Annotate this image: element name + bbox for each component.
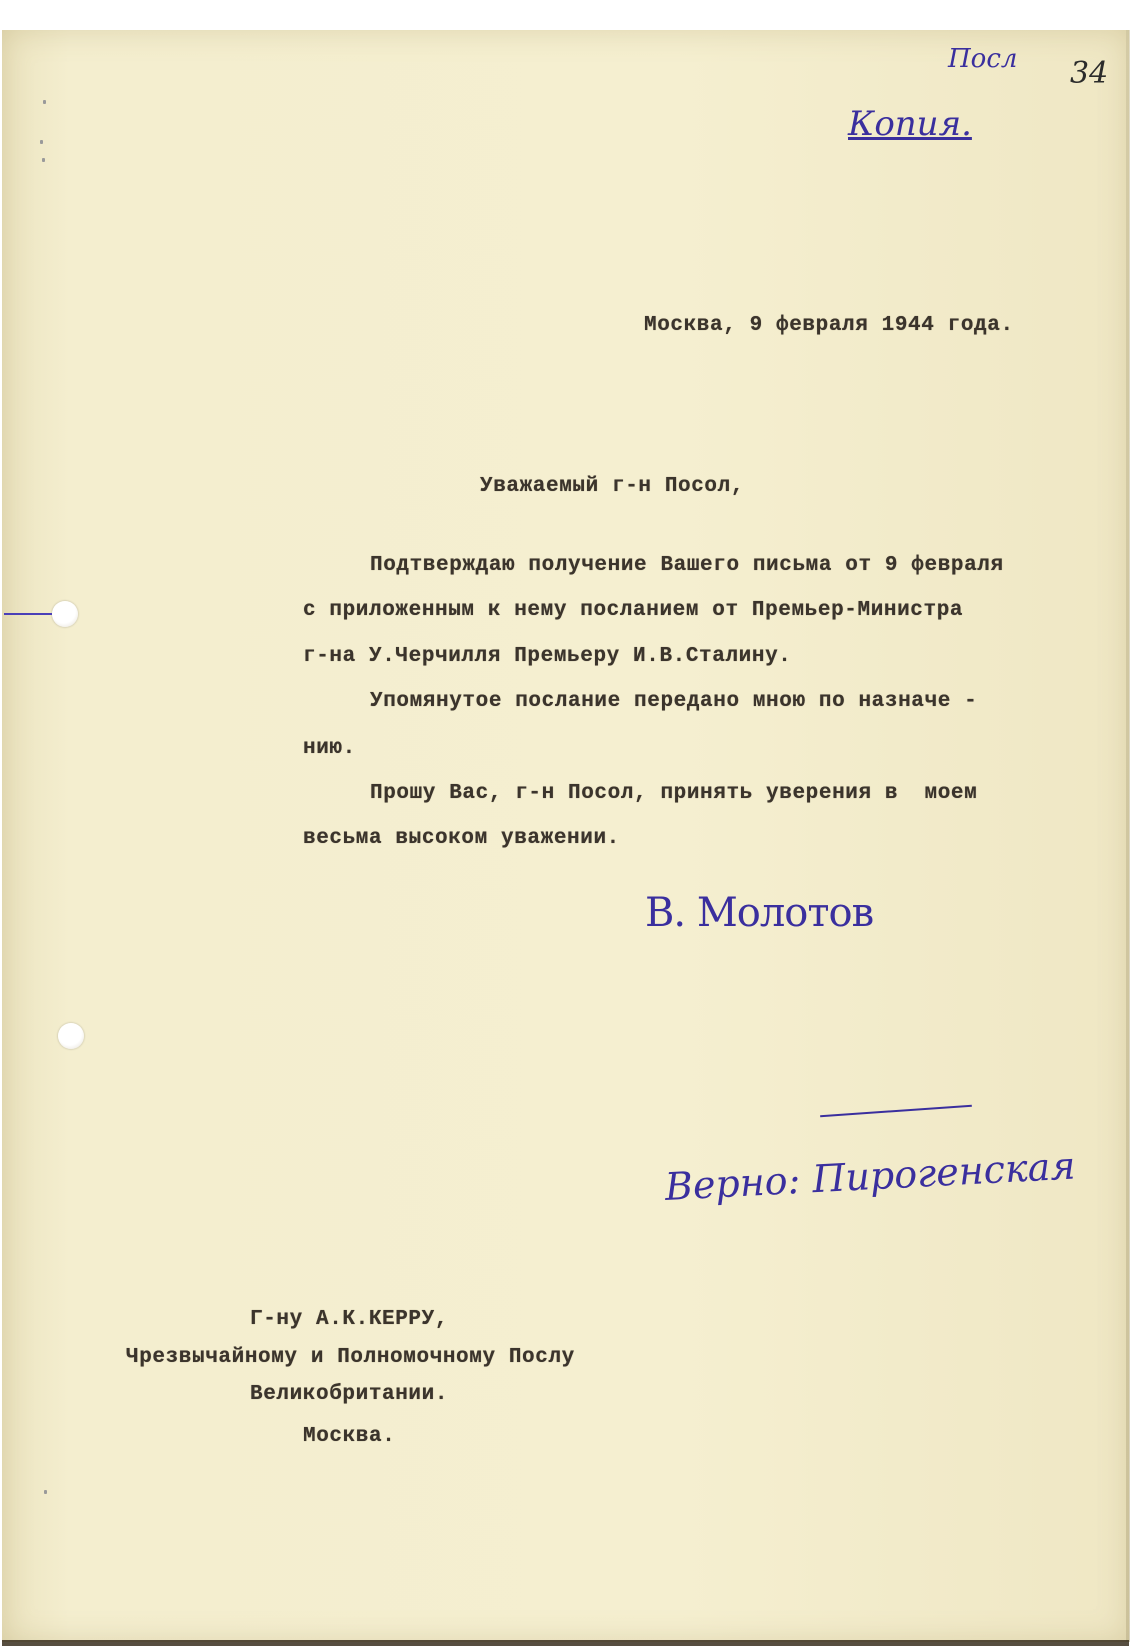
salutation: Уважаемый г-н Посол,: [480, 475, 745, 498]
body-line: с приложенным к нему посланием от Премьер-Министра: [303, 599, 964, 622]
top-note: Посл: [948, 44, 1018, 74]
body-line: Упомянутое послание передано мною по назначе -: [370, 690, 978, 713]
body-line: весьма высоком уважении.: [303, 827, 620, 850]
scan-border: [2, 1640, 1129, 1646]
date-line: Москва, 9 февраля 1944 года.: [644, 314, 1014, 337]
recipient-line: Г-ну А.К.КЕРРУ,: [250, 1308, 449, 1331]
paper-fleck: [43, 100, 46, 104]
paper-fleck: [42, 158, 45, 162]
body-line: Подтверждаю получение Вашего письма от 9 февраля: [370, 554, 1004, 577]
margin-pen-stroke: [4, 613, 52, 615]
page-edge: [1126, 30, 1130, 1642]
certification-signature: Верно: Пирогенская: [663, 1143, 1077, 1209]
recipient-line: Великобритании.: [250, 1383, 449, 1406]
body-line: Прошу Вас, г-н Посол, принять уверения в моем: [370, 782, 978, 805]
page-number: 34: [1070, 56, 1109, 91]
recipient-line: Москва.: [303, 1425, 396, 1448]
punch-hole: [58, 1023, 84, 1049]
copy-mark: Копия.: [848, 104, 972, 144]
body-line: г-на У.Черчилля Премьеру И.В.Сталину.: [303, 645, 792, 668]
punch-hole: [52, 601, 78, 627]
recipient-line: Чрезвычайному и Полномочному Послу: [126, 1346, 575, 1369]
body-line: нию.: [303, 737, 356, 760]
signature: В. Молотов: [645, 890, 874, 936]
paper-fleck: [40, 140, 43, 144]
paper-fleck: [44, 1490, 47, 1494]
